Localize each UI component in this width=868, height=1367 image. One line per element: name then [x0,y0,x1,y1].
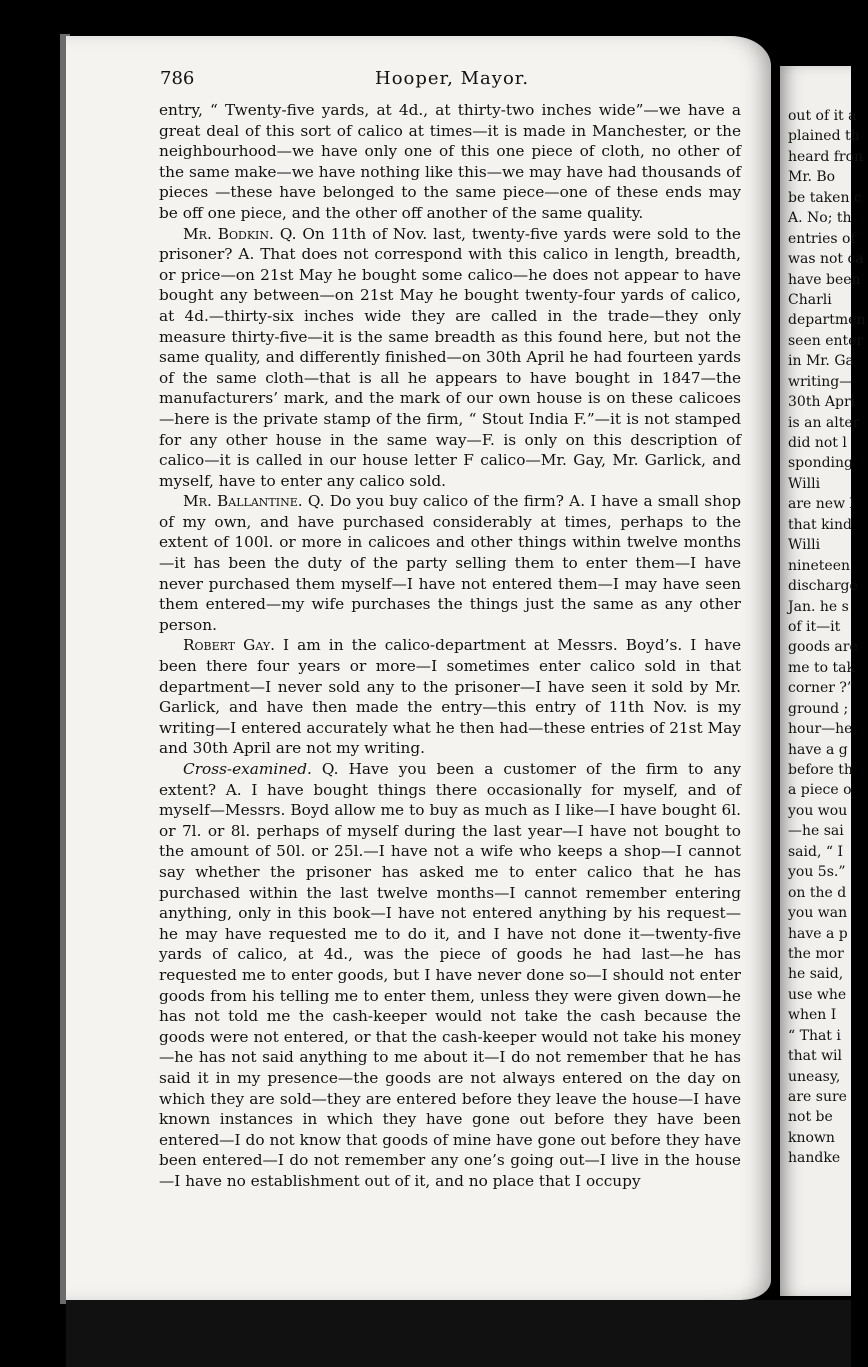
adjacent-page-line: have been [788,271,861,288]
adjacent-page-line: me to tak [788,659,855,676]
adjacent-page-line: have a g [788,741,848,758]
adjacent-page-line: Willi [788,537,821,554]
speaker-name: Mr. Ballantine. [183,492,303,511]
paragraph [159,635,741,759]
adjacent-page-line: not be [788,1109,833,1126]
adjacent-page-line: heard fron [788,148,864,165]
adjacent-page-line: “ That i [788,1027,841,1044]
adjacent-page-line: Mr. Bo [788,169,836,186]
adjacent-page-line: ground ; [788,700,849,717]
paragraph-text: Q. Do you buy calico of the firm? A. I have a small shop of my own, and have purchased considerably at times, perhaps to the extent of 100l. or more in calicoes and other things within twelve months—it has been the duty of the party selling them to enter them—I have never purchased them myself—I have not entered them—I may have seen them entered—my wife purchases the things just the same as any other person. [159,492,741,634]
paragraph-text: Q. On 11th of Nov. last, twenty-five yards were sold to the prisoner? A. That does not correspond with this calico in length, breadth, or price—on 21st May he bought some calico—he does not appear to have bought any between—on 21st May he bought twenty-four yards of calico, at 4d.—thirty-six inches wide they are called in the trade—they only measure thirty-five—it is the same breadth as this found here, but not the same quality, and differently finished—on 30th April he had fourteen yards of the same cloth—that is all he appears to have bought in 1847—the manufacturers’ mark, and the mark of our own house is on these calicoes—here is the private stamp of the firm, “ Stout India F.”—it is not stamped for any other house in the same way—F. is only on this description of calico—it is called in our house letter F calico—Mr. Gay, Mr. Garlick, and myself, have to enter any calico sold. [159,224,741,490]
adjacent-page-line: —he sai [788,823,844,840]
adjacent-page-line: in Mr. Ga [788,353,854,370]
adjacent-page-line: you wan [788,905,848,922]
adjacent-page-line: you 5s.” [788,864,846,881]
speaker-name: Mr. Bodkin. [183,224,274,243]
adjacent-page-line: said, “ I [788,843,844,860]
adjacent-page-line: A. No; th [788,210,852,227]
adjacent-page-line: use whe [788,986,847,1003]
adjacent-page-line: uneasy, [788,1068,841,1085]
speaker-name: Robert Gay. [183,636,275,655]
adjacent-page-line: entries of [788,230,856,247]
adjacent-page-line: the mor [788,945,844,962]
adjacent-page-line: are new l [788,496,854,513]
adjacent-page-text [788,106,868,1169]
paragraph [159,491,741,635]
adjacent-page-line: hour—he [788,721,853,738]
adjacent-page-line: you wou [788,802,848,819]
adjacent-page-line: Willi [788,475,821,492]
adjacent-page-line: nineteen [788,557,851,574]
paragraph [159,100,741,224]
body-text [159,100,741,1191]
page-number: 786 [160,68,195,89]
adjacent-page-line: are sure [788,1089,847,1105]
paragraph-text: Q. Have you been a customer of the firm to any extent? A. I have bought things there occasionally for myself, and of myself—Messrs. Boyd allow me to buy as much as I like—I have bought 6l. or 7l. or 8l. perhaps of myself during the last year—I have not bought to the amount of 50l. or 25l.—I have not a wife who keeps a shop—I cannot say whether the prisoner has asked me to enter calico that he has purchased within the last twelve months—I cannot remember entering anything, only in this book—I have not entered anything by his request—he may have requested me to do it, and I have not done it—twenty-five yards of calico, at 4d., was the piece of goods he had last—he has requested me to enter goods, but I have never done so—I should not enter goods from his telling me to enter them, unless they were given down—he has not told me the cash-keeper would not take the cash because the goods were not entered, or that the cash-keeper would not take his money—he has not said anything to me about it—I do not remember that he has said it in my presence—the goods are not always entered on the day on which they are sold—they are entered before they leave the house—I have known instances in which they have gone out before they have been entered—I do not know that goods of mine have gone out before they have been entered—I do not remember any one’s going out—I live in the house—I have no establishment out of it, and no place that I occupy [159,760,741,1190]
adjacent-page-line: that kind [788,516,853,533]
scan-shadow [66,1300,851,1367]
adjacent-page-line: departmen [788,312,866,329]
adjacent-page-line: Charli [788,291,832,308]
speaker-name: Cross-examined. [183,760,312,778]
adjacent-page-line: sponding [788,455,854,472]
adjacent-page-line: when I [788,1007,837,1024]
adjacent-page-line: known [788,1129,835,1146]
adjacent-page-line: of it—it [788,618,841,635]
adjacent-page-line: corner ?” [788,680,855,697]
adjacent-page-line: that wil [788,1048,843,1065]
running-title: Hooper, Mayor. [375,68,530,89]
adjacent-page-line: plained th [788,128,860,145]
adjacent-page-line: on the d [788,884,847,901]
adjacent-page-line: was not ca [788,251,864,268]
adjacent-page-line: a piece o [788,782,852,799]
adjacent-page-line: is an alter [788,414,860,431]
adjacent-page-line: 30th Apri [788,394,856,411]
adjacent-page-line: Jan. he s [788,598,849,615]
paragraph-text: I am in the calico-department at Messrs. Boyd’s. I have been there four years or more—I sometimes enter calico sold in that department—I never sold any to the prisoner—I have seen it sold by Mr. Garlick, and have then made the entry—this entry of 11th Nov. is my writing—I entered accurately what he then had—these entries of 21st May and 30th April are not my writing. [159,636,741,758]
adjacent-page-line: goods are [788,639,858,656]
adjacent-page-line: discharge [788,578,858,595]
adjacent-page-line: out of it a [788,108,857,124]
adjacent-page-line: have a p [788,925,848,942]
paragraph [159,759,741,1191]
adjacent-page-line: be taken c [788,189,862,206]
adjacent-page-line: he said, [788,966,844,983]
paragraph-text: entry, “ Twenty-five yards, at 4d., at thirty-two inches wide”—we have a great deal of this sort of calico at times—it is made in Manchester, or the neighbourhood—we have only one of this one piece of cloth, no other of the same make—we have nothing like this—we may have had thousands of pieces —these have belonged to the same piece—one of these ends may be off one piece, and the other off another of the same quality. [159,101,741,222]
paragraph [159,224,741,492]
adjacent-page-line: writing— [788,373,854,390]
adjacent-page-line: did not l [788,435,847,451]
adjacent-page-line: seen enter [788,332,864,349]
adjacent-page-line: before th [788,762,853,778]
running-head [160,68,740,92]
adjacent-page-line: handke [788,1150,841,1167]
